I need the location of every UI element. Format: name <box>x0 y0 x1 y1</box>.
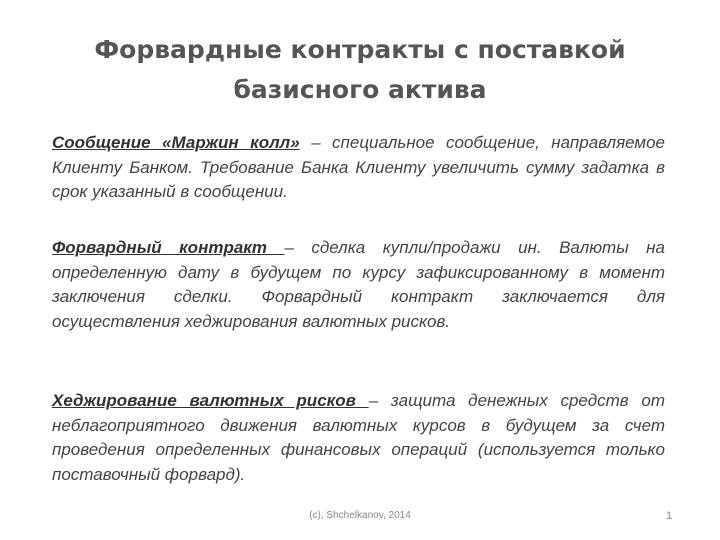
slide-title-line-1: Форвардные контракты с поставкой <box>94 35 626 64</box>
definition-margin-call <box>52 131 665 205</box>
page-number: 1 <box>666 510 673 522</box>
definition-forward-contract <box>52 236 665 334</box>
definition-hedging <box>52 389 665 487</box>
footer-copyright: (c), Shchelkanov, 2014 <box>309 510 411 521</box>
definition-text-forward-contract: – сделка купли/продажи ин. Валюты на определенную дату в будущем по курсу зафиксированному в момент заключения сделки. Форвардный контракт заключается для осуществления хеджирования валютных рисков. <box>52 238 665 331</box>
term-margin-call: Сообщение «Маржин колл» <box>52 133 300 152</box>
definition-text-hedging: – защита денежных средств от неблагоприятного движения валютных курсов в будущем за счет проведения определенных финансовых операций (используется только поставочный форвард). <box>52 391 666 484</box>
definition-text-margin-call: – специальное сообщение, направляемое Клиенту Банком. Требование Банка Клиенту увеличить сумму задатка в срок указанный в сообщении. <box>52 133 665 201</box>
slide-title <box>60 30 660 110</box>
term-hedging: Хеджирование валютных рисков <box>52 391 369 410</box>
term-forward-contract: Форвардный контракт <box>52 238 285 257</box>
slide-title-line-2: базисного актива <box>233 75 487 104</box>
